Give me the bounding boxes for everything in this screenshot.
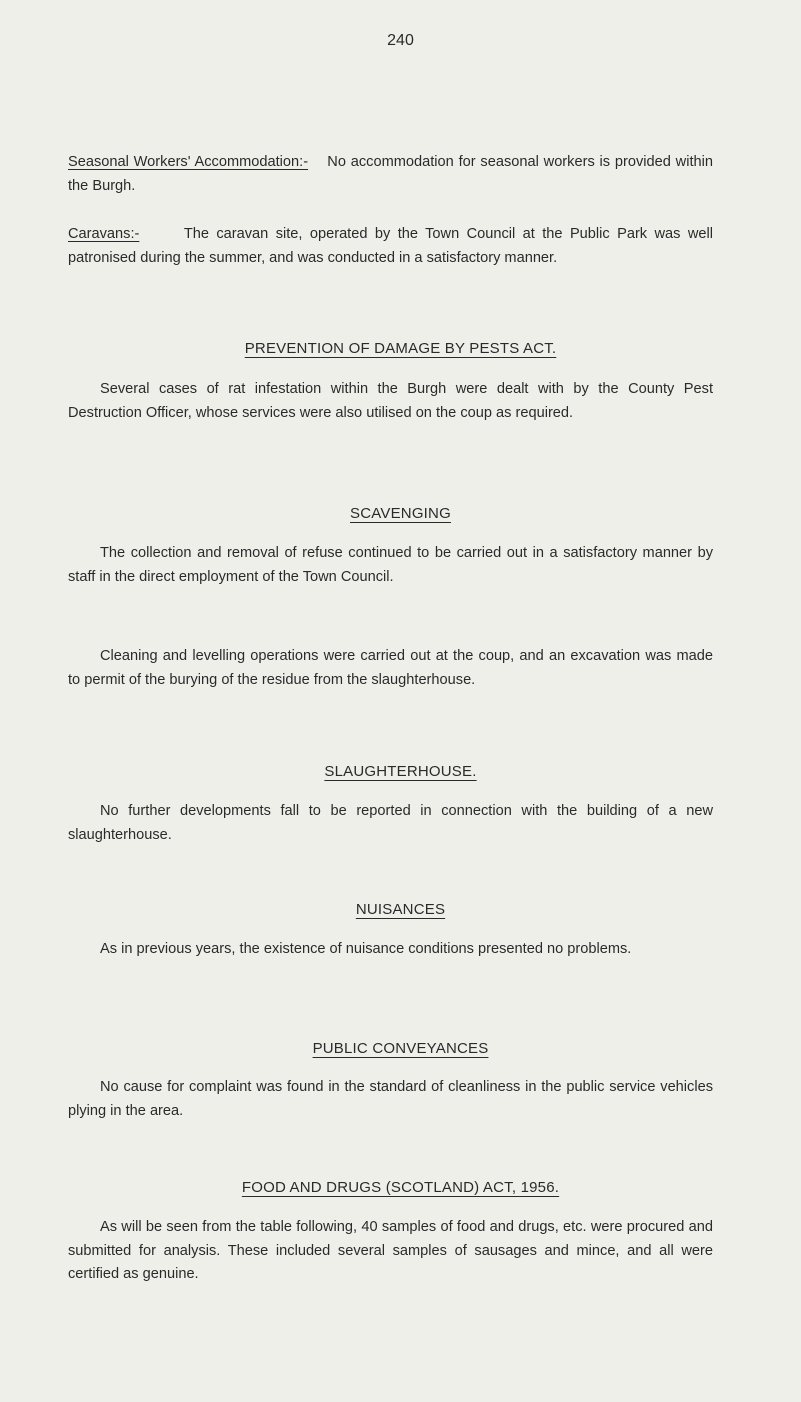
paragraph: The collection and removal of refuse continued to be carried out in a satisfactory manner by staff in the direct employment of the Town Council. [68,545,713,585]
section-body-food-and-drugs [68,1216,713,1287]
section-body-pests [68,378,713,425]
caravans-paragraph [68,223,713,270]
section-heading-slaughterhouse: SLAUGHTERHOUSE. [324,763,477,780]
section-heading-scavenging: SCAVENGING [350,505,451,522]
seasonal-workers-text: No accommodation for seasonal workers is provided within the Burgh. [68,154,713,194]
seasonal-workers-paragraph [68,151,713,198]
section-heading-food-and-drugs: FOOD AND DRUGS (SCOTLAND) ACT, 1956. [241,1179,560,1196]
paragraph: No cause for complaint was found in the standard of cleanliness in the public service vehicles plying in the area. [68,1079,713,1119]
section-body-scavenging-2 [68,645,713,692]
section-body-scavenging [68,542,713,589]
section-body-public-conveyances [68,1076,713,1123]
section-heading-nuisances: NUISANCES [355,901,446,918]
section-heading-public-conveyances: PUBLIC CONVEYANCES [312,1040,489,1057]
paragraph: Several cases of rat infestation within the Burgh were dealt with by the County Pest Destruction Officer, whose services were also utilised on the coup as required. [68,381,713,421]
paragraph: No further developments fall to be reported in connection with the building of a new slaughterhouse. [68,803,713,843]
caravans-text: The caravan site, operated by the Town Council at the Public Park was well patronised during the summer, and was conducted in a satisfactory manner. [68,226,714,266]
page-number: 240 [387,32,414,49]
section-body-nuisances [68,938,713,962]
section-body-slaughterhouse [68,800,713,847]
paragraph: Cleaning and levelling operations were carried out at the coup, and an excavation was made to permit of the burying of the residue from the slaughterhouse. [68,648,713,688]
paragraph: As in previous years, the existence of nuisance conditions presented no problems. [100,941,632,957]
section-heading-pests: PREVENTION OF DAMAGE BY PESTS ACT. [244,340,557,357]
seasonal-workers-label: Seasonal Workers' Accommodation:- [68,154,309,170]
paragraph: As will be seen from the table following, 40 samples of food and drugs, etc. were procured and submitted for analysis. These included several samples of sausages and mince, and all were certified as genuine. [68,1219,713,1282]
caravans-label: Caravans:- [68,226,140,242]
